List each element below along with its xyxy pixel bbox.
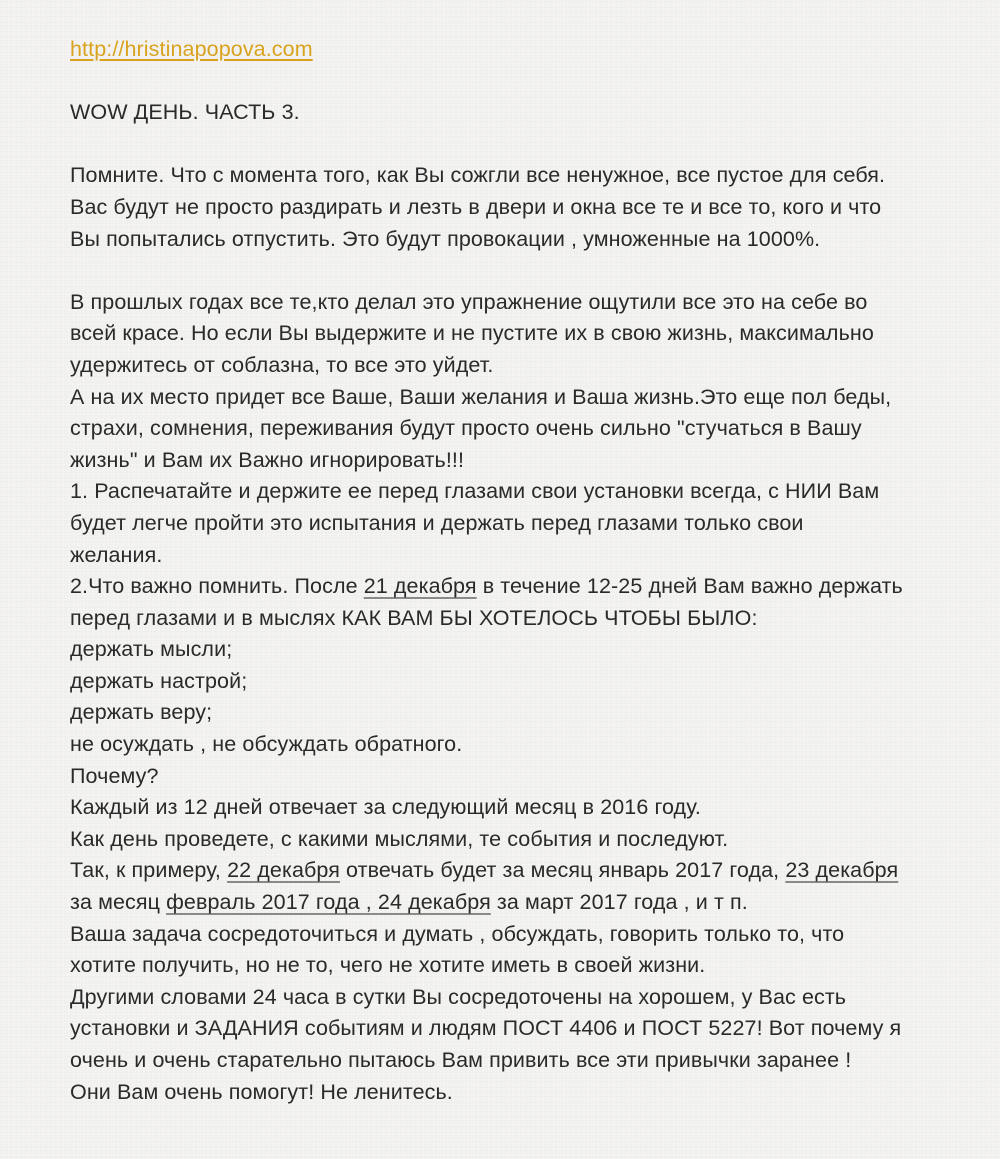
text-line: Другими словами 24 часа в сутки Вы сосредоточены на хорошем, у Вас есть (70, 984, 847, 1009)
text-line: не осуждать , не обсуждать обратного. (70, 732, 463, 757)
date-link-24-december[interactable]: 24 декабря (377, 890, 491, 915)
text-line: всей красе. Но если Вы выдержите и не пустите их в свою жизнь, максимально (70, 321, 874, 346)
text-fragment: отвечать будет за месяц январь 2017 года, (339, 858, 786, 883)
text-line: Они Вам очень помогут! Не ленитесь. (70, 1079, 453, 1104)
text-line (70, 855, 960, 887)
heading: WOW ДЕНЬ. ЧАСТЬ 3. (70, 100, 300, 125)
text-line (70, 887, 960, 919)
text-line: Как день проведете, с какими мыслями, те события и последуют. (70, 826, 729, 851)
text-line: 1. Распечатайте и держите ее перед глазами свои установки всегда, с НИИ Вам (70, 479, 880, 504)
text-line: Ваша задача сосредоточиться и думать , обсуждать, говорить только то, что (70, 921, 845, 946)
text-line: желания. (70, 542, 163, 567)
date-link-22-december[interactable]: 22 декабря (227, 858, 340, 883)
text-fragment: Так, к примеру, (70, 858, 228, 883)
text-line: страхи, сомнения, переживания будут просто очень сильно "стучаться в Вашу (70, 416, 862, 441)
date-link-february-2017[interactable]: февраль 2017 года , (166, 890, 372, 915)
spacer (70, 129, 960, 161)
spacer (70, 66, 960, 98)
text-line: А на их место придет все Ваше, Ваши желания и Ваша жизнь.Это еще пол беды, (70, 384, 892, 409)
text-fragment: 2.Что важно помнить. После (70, 574, 364, 599)
site-link-line (70, 34, 960, 66)
text-line: очень и очень старательно пытаюсь Вам привить все эти привычки заранее ! (70, 1048, 852, 1072)
text-fragment: в течение 12-25 дней Вам важно держать (476, 574, 903, 599)
date-link-21-december[interactable]: 21 декабря (363, 574, 477, 599)
text-line (70, 571, 960, 603)
text-line: удержитесь от соблазна, то все это уйдет. (70, 352, 494, 377)
text-line: Вас будут не просто раздирать и лезть в двери и окна все те и все то, кого и что (70, 194, 882, 219)
site-link[interactable]: http://hristinapopova.com (70, 37, 313, 61)
text-fragment: за март 2017 года , и т п. (490, 890, 748, 915)
document-body (70, 34, 960, 1108)
spacer (70, 255, 960, 287)
text-line: держать мысли; (70, 637, 233, 662)
text-line: Помните. Что с момента того, как Вы сожгли все ненужное, все пустое для себя. (70, 163, 886, 188)
text-line: держать веру; (70, 700, 213, 725)
date-link-23-december[interactable]: 23 декабря (785, 858, 899, 883)
text-line: жизнь" и Вам их Важно игнорировать!!! (70, 447, 465, 472)
text-line: перед глазами и в мыслях КАК ВАМ БЫ ХОТЕЛОСЬ ЧТОБЫ БЫЛО: (70, 605, 758, 630)
text-line: будет легче пройти это испытания и держать перед глазами только свои (70, 510, 804, 535)
text-line: В прошлых годах все те,кто делал это упражнение ощутили все это на себе во (70, 289, 868, 314)
text-line: установки и ЗАДАНИЯ событиям и людям ПОСТ 4406 и ПОСТ 5227! Вот почему я (70, 1016, 902, 1041)
text-line: хотите получить, но не то, чего не хотите иметь в своей жизни. (70, 953, 706, 978)
text-fragment: за месяц (70, 890, 167, 915)
text-line: Вы попытались отпустить. Это будут провокации , умноженные на 1000%. (70, 226, 821, 251)
text-line: Каждый из 12 дней отвечает за следующий месяц в 2016 году. (70, 795, 701, 820)
text-line: Почему? (70, 763, 159, 788)
text-line: держать настрой; (70, 668, 248, 693)
